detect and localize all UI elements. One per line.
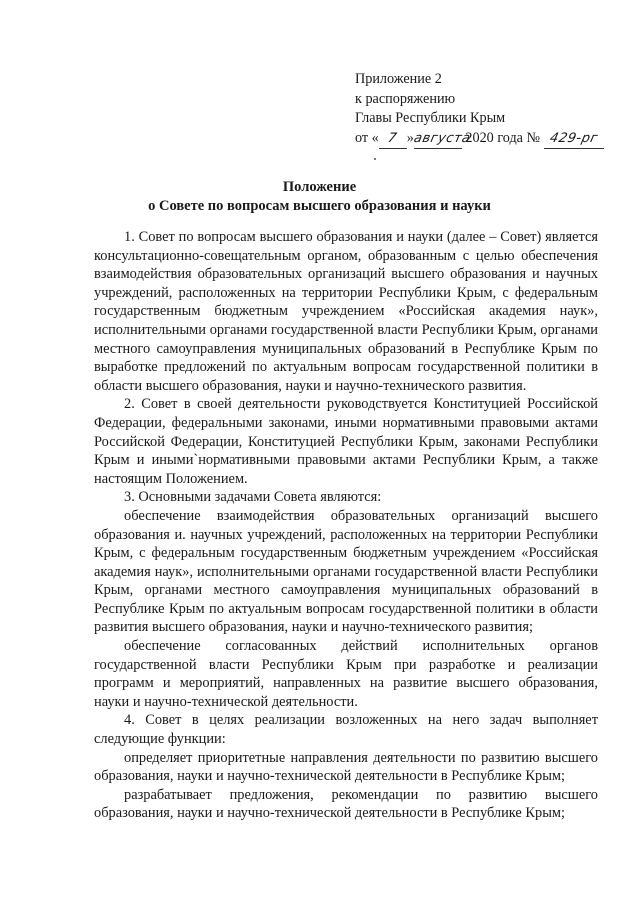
appendix-line-1: Приложение 2 xyxy=(355,71,442,87)
scan-speck xyxy=(374,158,376,160)
date-day-handwritten: 7 xyxy=(386,130,399,146)
paragraph-3-item-2: обеспечение согласованных действий исполнительных органов государственной власти Республики Крым при разработке и реализации программ и мероприятий, направленных на развитие высшего образования, науки и научно-технической деятельности. xyxy=(94,638,598,710)
appendix-header xyxy=(355,70,635,149)
doc-number-handwritten: 429-рг xyxy=(548,130,600,146)
date-month-handwritten: августа xyxy=(412,130,472,146)
paragraph-2: 2. Совет в своей деятельности руководствуется Конституцией Российской Федерации, федеральными законами, иными нормативными правовыми актами Российской Федерации, Конституцией Республики Крым, законами Республики Крым и иными`нормативными правовыми актами Республики Крым, а также настоящим Положением. xyxy=(94,396,598,487)
document-body xyxy=(94,228,598,823)
paragraph-4-item-1: определяет приоритетные направления деятельности по развитию высшего образования, науки и научно-технической деятельности в Республике Крым; xyxy=(94,749,598,785)
date-year: 2020 года № xyxy=(465,129,541,146)
date-prefix: от « xyxy=(355,129,379,146)
paragraph-4-item-2: разрабатывает предложения, рекомендации по развитию высшего образования, науки и научно-технической деятельности в Республике Крым; xyxy=(94,786,598,822)
document-subtitle: о Совете по вопросам высшего образования и науки xyxy=(148,198,491,214)
paragraph-3-item-1: обеспечение взаимодействия образовательных организаций высшего образования и. научных учреждений, расположенных на территории Республики Крым, с федеральным государственным бюджетным учреждением «Российская академия наук», исполнительными органами государственной власти Республики Крым, органами местного самоуправления муниципальных образований в Республике Крым по актуальным вопросам государственной политики в области развития высшего образования, науки и научно-технического развития; xyxy=(94,507,598,636)
paragraph-3: 3. Основными задачами Совета являются: xyxy=(124,489,382,506)
document-title: Положение xyxy=(282,179,357,195)
date-mid: » xyxy=(406,129,414,146)
appendix-line-3: Главы Республики Крым xyxy=(355,110,506,126)
appendix-line-2: к распоряжению xyxy=(355,90,456,107)
paragraph-1: 1. Совет по вопросам высшего образования и науки (далее – Совет) является консультационно-совещательным органом, образованным с целью обеспечения взаимодействия образовательных организаций высшего образования и научных учреждений, расположенных на территории Республики Крым, с федеральным государственным бюджетным учреждением «Российская академия наук», исполнительными органами государственной власти Республики Крым, органами местного самоуправления муниципальных образований в Республике Крым по выработке предложений по актуальным вопросам государственной политики в области высшего образования, науки и научно-технического развития. xyxy=(94,229,598,394)
appendix-date-line xyxy=(355,129,635,150)
paragraph-4: 4. Совет в целях реализации возложенных на него задач выполняет следующие функции: xyxy=(94,712,598,748)
